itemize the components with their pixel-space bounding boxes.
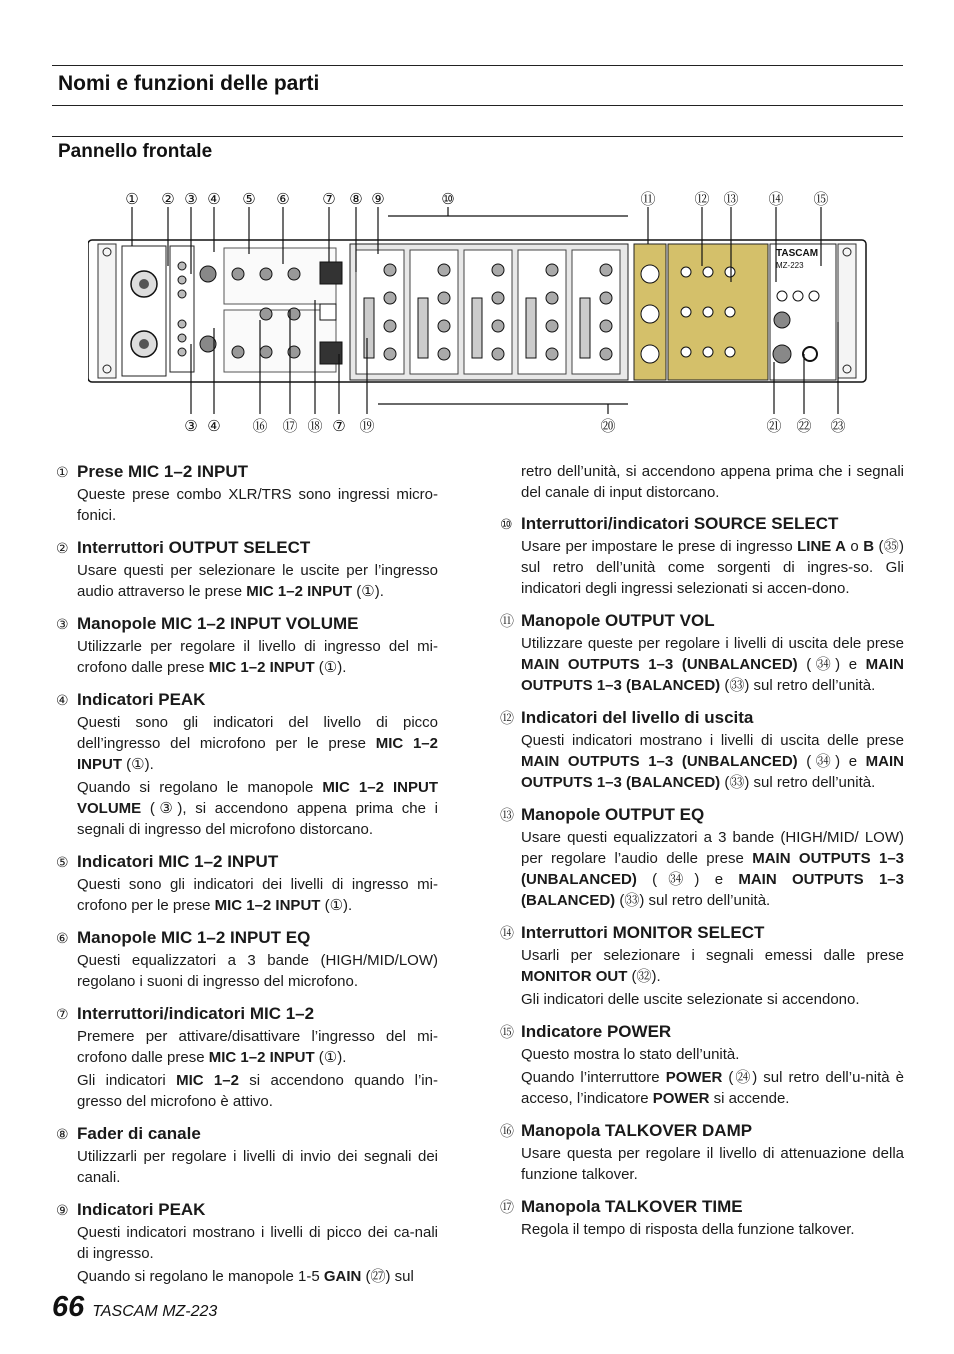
list-item — [500, 707, 904, 793]
channel-knob — [546, 292, 558, 304]
item-heading — [500, 922, 904, 945]
callout-number: ㉓ — [830, 417, 846, 435]
brand-label: TASCAM — [776, 248, 819, 259]
item-title: Interruttori/indicatori SOURCE SELECT — [521, 514, 839, 533]
list-item — [56, 927, 438, 992]
channel-knob — [438, 292, 450, 304]
item-description: Questi indicatori mostrano i livelli di picco dei ca-nali di ingresso. — [77, 1224, 438, 1262]
item-title: Manopola TALKOVER DAMP — [521, 1121, 753, 1140]
callout-number: ⑦ — [322, 190, 336, 208]
item-number: ⑥ — [56, 931, 69, 947]
callout-number: ⑰ — [282, 417, 298, 435]
channel-knob — [492, 348, 504, 360]
item-description: Quando l’interruttore POWER (㉔) sul retro dell’u-nità è acceso, l’indicatore POWER si accende. — [521, 1069, 904, 1107]
item-number: ⑬ — [500, 808, 514, 824]
item-heading — [500, 513, 904, 536]
item-title: Indicatori del livello di uscita — [521, 708, 754, 727]
list-item — [500, 610, 904, 696]
item-description: Usare questi equalizzatori a 3 bande (HIGH/MID/ LOW) per regolare l’audio delle prese MAIN OUTPUTS 1–3 (UNBALANCED) (㉞) e MAIN OUTPUTS 1–3 (BALANCED) (㉝) sul retro dell’unità. — [521, 829, 905, 909]
channel-fader — [580, 298, 590, 358]
model-label: MZ-223 — [776, 261, 804, 270]
title-underline — [52, 105, 903, 106]
callout-number: ⑮ — [813, 190, 829, 208]
callout-number: ④ — [207, 417, 221, 435]
list-item — [56, 1199, 438, 1287]
list-item — [56, 1123, 438, 1188]
channel-knob — [600, 348, 612, 360]
channel-fader — [418, 298, 428, 358]
list-item — [56, 689, 438, 840]
list-item — [500, 1196, 904, 1240]
callout-number: ⑪ — [640, 190, 656, 208]
item-title: Indicatori PEAK — [77, 1200, 206, 1219]
section-title: Pannello frontale — [58, 141, 213, 162]
item-description: Questi indicatori mostrano i livelli di uscita delle prese MAIN OUTPUTS 1–3 (UNBALANCED) (㉞) e MAIN OUTPUTS 1–3 (BALANCED) (㉝) sul retro dell’unità. — [521, 732, 904, 791]
item-title: Indicatori MIC 1–2 INPUT — [77, 852, 279, 871]
left-column — [56, 461, 438, 1298]
item-heading — [56, 537, 438, 560]
channel-strip — [572, 250, 620, 374]
channel-strip — [356, 250, 404, 374]
channel-knob — [546, 348, 558, 360]
item-description: Premere per attivare/disattivare l’ingresso del mi-crofono dalle prese MIC 1–2 INPUT (①). — [77, 1028, 438, 1066]
front-panel-diagram — [88, 182, 868, 444]
item-heading — [56, 1199, 438, 1222]
list-item — [500, 1021, 904, 1109]
item-heading — [56, 1123, 438, 1146]
item-title: Indicatori PEAK — [77, 690, 206, 709]
channel-knob — [384, 320, 396, 332]
item-title: Manopole OUTPUT VOL — [521, 611, 715, 630]
callout-number: ⑥ — [276, 190, 290, 208]
callout-number: ㉑ — [766, 417, 782, 435]
callout-number: ⑭ — [768, 190, 784, 208]
item-heading — [56, 689, 438, 712]
page-number: 66 — [52, 1291, 85, 1323]
item-number: ⑫ — [500, 711, 514, 727]
channel-knob — [492, 264, 504, 276]
item-number: ⑨ — [56, 1203, 69, 1219]
channel-strips — [350, 244, 628, 380]
page-title: Nomi e funzioni delle parti — [58, 72, 320, 95]
channel-knob — [600, 320, 612, 332]
callout-number: ⑲ — [359, 417, 375, 435]
callout-number: ⑫ — [694, 190, 710, 208]
item-number: ⑪ — [500, 614, 514, 630]
item-number: ⑯ — [500, 1124, 514, 1140]
callout-number: ⑧ — [349, 190, 363, 208]
item-heading — [500, 707, 904, 730]
item-description: Utilizzarli per regolare i livelli di invio dei segnali dei canali. — [77, 1148, 438, 1186]
callout-number: ㉒ — [796, 417, 812, 435]
channel-strip — [518, 250, 566, 374]
channel-fader — [526, 298, 536, 358]
item-number: ⑭ — [500, 926, 514, 942]
item-description: Utilizzarle per regolare il livello di ingresso del mi-crofono dalle prese MIC 1–2 INPUT (①). — [77, 638, 438, 676]
callout-number: ④ — [207, 190, 221, 208]
list-item — [56, 613, 438, 678]
callout-number: ③ — [184, 190, 198, 208]
channel-knob — [600, 292, 612, 304]
callout-number: ① — [125, 190, 139, 208]
item-number: ⑮ — [500, 1025, 514, 1041]
item-number: ① — [56, 465, 69, 481]
callout-number: ⑩ — [441, 190, 455, 208]
item-number: ⑰ — [500, 1200, 514, 1216]
channel-knob — [546, 264, 558, 276]
list-item — [500, 1120, 904, 1185]
list-item — [500, 922, 904, 1010]
item-heading — [56, 613, 438, 636]
item-number: ④ — [56, 693, 69, 709]
callout-number: ⑯ — [252, 417, 268, 435]
channel-knob — [438, 264, 450, 276]
item-description: Questo mostra lo stato dell’unità. — [521, 1046, 740, 1063]
item-title: Indicatore POWER — [521, 1022, 672, 1041]
list-item — [56, 851, 438, 916]
channel-knob — [384, 264, 396, 276]
item-description: Questi equalizzatori a 3 bande (HIGH/MID/LOW) regolano i suoni di ingresso del microfono. — [77, 952, 438, 990]
callout-number: ⑬ — [723, 190, 739, 208]
item-number: ⑦ — [56, 1007, 69, 1023]
channel-knob — [546, 320, 558, 332]
mic-eq-section — [224, 248, 342, 372]
item-heading — [500, 1120, 904, 1143]
item-number: ⑤ — [56, 855, 69, 871]
channel-knob — [492, 292, 504, 304]
top-rule — [52, 65, 903, 66]
section-rule — [52, 136, 903, 137]
item-title: Manopola TALKOVER TIME — [521, 1197, 743, 1216]
item-description: Gli indicatori MIC 1–2 si accendono quando l’in-gresso del microfono è attivo. — [77, 1072, 438, 1110]
channel-knob — [384, 292, 396, 304]
item-number: ③ — [56, 617, 69, 633]
callout-number: ③ — [184, 417, 198, 435]
item-heading — [500, 1021, 904, 1044]
item-title: Interruttori MONITOR SELECT — [521, 923, 765, 942]
item-heading — [500, 610, 904, 633]
item-description: Questi sono gli indicatori dei livelli di ingresso mi-crofono per le prese MIC 1–2 INPUT (①). — [77, 876, 438, 914]
channel-strip — [464, 250, 512, 374]
channel-knob — [492, 320, 504, 332]
item-heading — [500, 804, 904, 827]
list-item — [56, 461, 438, 526]
item-description: Questi sono gli indicatori del livello di picco dell’ingresso del microfono per le prese MIC 1–2 INPUT (①). — [77, 714, 438, 773]
right-column — [500, 461, 904, 1251]
channel-knob — [384, 348, 396, 360]
footer — [52, 1291, 217, 1324]
callout-number: ② — [161, 190, 175, 208]
item-heading — [56, 851, 438, 874]
item-description: Usare per impostare le prese di ingresso LINE A o B (㉟) sul retro dell’unità come sorgenti di ingres-so. Gli indicatori degli ingressi selezionati si accen-dono. — [521, 538, 904, 597]
channel-knob — [600, 264, 612, 276]
channel-knob — [438, 320, 450, 332]
list-item — [500, 804, 904, 911]
item-description: Quando si regolano le manopole MIC 1–2 INPUT VOLUME (③), si accendono appena prima che i segnali di ingresso del microfono distorcano. — [77, 779, 438, 838]
item-title: Manopole OUTPUT EQ — [521, 805, 705, 824]
item-description: Utilizzare queste per regolare i livelli di uscita dele prese MAIN OUTPUTS 1–3 (UNBALANCED) (㉞) e MAIN OUTPUTS 1–3 (BALANCED) (㉝) sul retro dell’unità. — [521, 635, 904, 694]
list-item — [56, 537, 438, 602]
item-heading — [56, 927, 438, 950]
item-title: Manopole MIC 1–2 INPUT VOLUME — [77, 614, 359, 633]
continuation-text: retro dell’unità, si accendono appena prima che i segnali del canale di input distorcano. — [521, 463, 904, 501]
item-description: Quando si regolano le manopole 1-5 GAIN (㉗) sul — [77, 1268, 414, 1285]
item-title: Fader di canale — [77, 1124, 201, 1143]
channel-strip — [410, 250, 458, 374]
item-description: Queste prese combo XLR/TRS sono ingressi micro-fonici. — [77, 486, 438, 524]
item-description: Usare questi per selezionare le uscite per l’ingresso audio attraverso le prese MIC 1–2 INPUT (①). — [77, 562, 438, 600]
item-number: ⑧ — [56, 1127, 69, 1143]
callouts-top — [125, 190, 828, 208]
item-description: Usare questa per regolare il livello di attenuazione della funzione talkover. — [521, 1145, 904, 1183]
item-number: ⑩ — [500, 517, 513, 533]
item-title: Prese MIC 1–2 INPUT — [77, 462, 249, 481]
item-title: Interruttori OUTPUT SELECT — [77, 538, 311, 557]
item-description: Gli indicatori delle uscite selezionate si accendono. — [521, 991, 860, 1008]
item-description: Regola il tempo di risposta della funzione talkover. — [521, 1221, 855, 1238]
callout-number: ⑨ — [371, 190, 385, 208]
list-item — [56, 1003, 438, 1112]
callout-number: ⑳ — [600, 417, 616, 435]
callouts-bottom — [184, 417, 845, 435]
channel-fader — [472, 298, 482, 358]
item-title: Manopole MIC 1–2 INPUT EQ — [77, 928, 311, 947]
item-number: ② — [56, 541, 69, 557]
item-heading — [56, 461, 438, 484]
footer-brand: TASCAM MZ-223 — [92, 1303, 218, 1320]
list-item — [500, 513, 904, 599]
callout-number: ⑤ — [242, 190, 256, 208]
item-heading — [500, 1196, 904, 1219]
output-section — [634, 244, 768, 380]
channel-fader — [364, 298, 374, 358]
monitor-section — [770, 244, 836, 380]
item-heading — [56, 1003, 438, 1026]
callout-number: ⑱ — [307, 417, 323, 435]
item-title: Interruttori/indicatori MIC 1–2 — [77, 1004, 315, 1023]
item-description: Usarli per selezionare i segnali emessi dalle prese MONITOR OUT (㉜). — [521, 947, 904, 985]
callout-number: ⑦ — [332, 417, 346, 435]
channel-knob — [438, 348, 450, 360]
